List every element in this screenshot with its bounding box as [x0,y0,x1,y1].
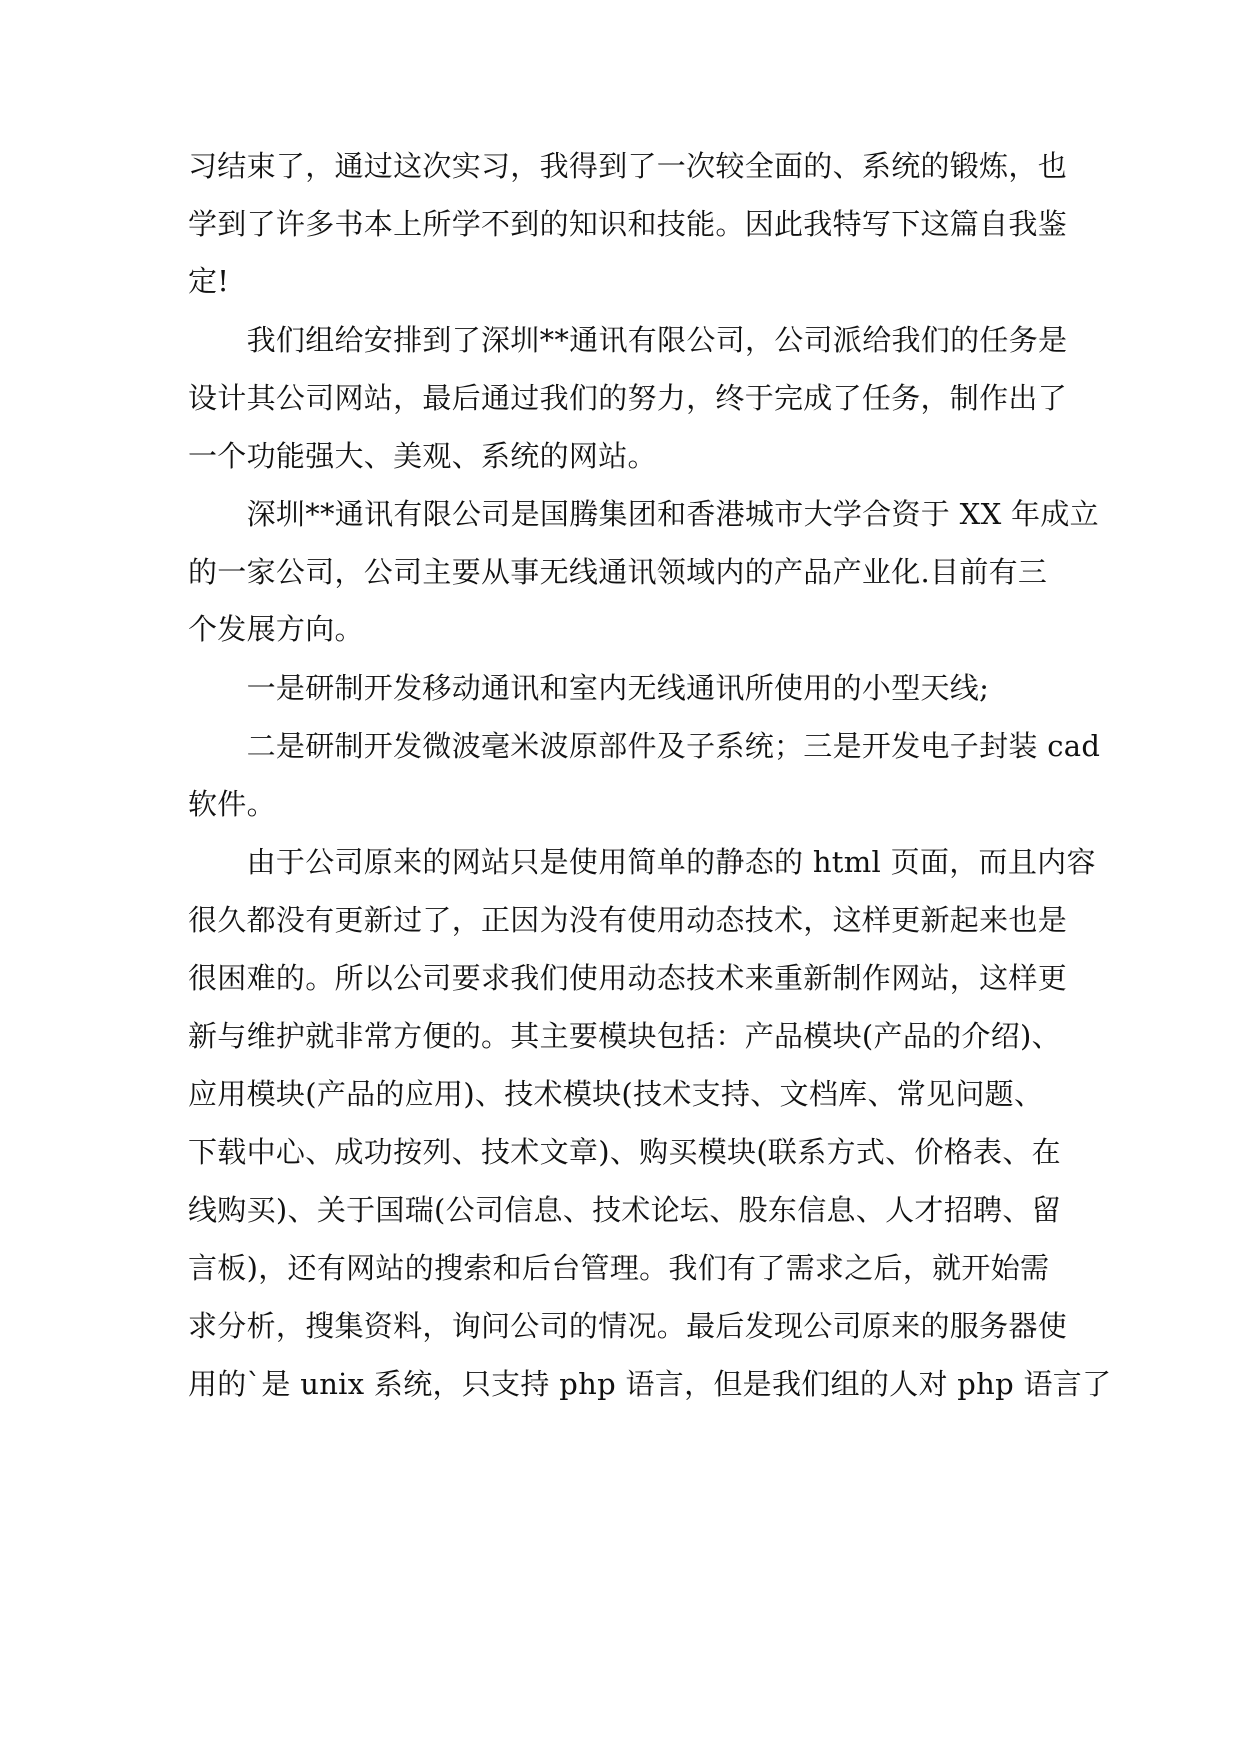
text-line: 用的`是 unix 系统，只支持 php 语言，但是我们组的人对 php 语言了 [188,1367,1112,1401]
text-line: 一是研制开发移动通讯和室内无线通讯所使用的小型天线; [188,671,990,705]
text-line: 很久都没有更新过了，正因为没有使用动态技术，这样更新起来也是 [188,903,1068,937]
text-line: 的一家公司，公司主要从事无线通讯领域内的产品产业化.目前有三 [188,555,1048,589]
text-line: 个发展方向。 [188,612,364,646]
text-line: 线购买)、关于国瑞(公司信息、技术论坛、股东信息、人才招聘、留 [188,1193,1061,1227]
text-line: 我们组给安排到了深圳**通讯有限公司，公司派给我们的任务是 [188,323,1068,357]
text-line: 下载中心、成功按列、技术文章)、购买模块(联系方式、价格表、在 [188,1135,1061,1169]
text-line: 学到了许多书本上所学不到的知识和技能。因此我特写下这篇自我鉴 [188,207,1068,241]
text-line: 新与维护就非常方便的。其主要模块包括：产品模块(产品的介绍)、 [188,1019,1061,1053]
text-line: 应用模块(产品的应用)、技术模块(技术支持、文档库、常见问题、 [188,1077,1044,1111]
text-line: 定! [188,264,230,298]
text-line: 软件。 [188,787,276,821]
text-line: 一个功能强大、美观、系统的网站。 [188,439,657,473]
text-line: 求分析，搜集资料，询问公司的情况。最后发现公司原来的服务器使 [188,1309,1068,1343]
text-line: 二是研制开发微波毫米波原部件及子系统；三是开发电子封装 cad [188,729,1101,763]
text-line: 很困难的。所以公司要求我们使用动态技术来重新制作网站，这样更 [188,961,1068,995]
text-line: 言板)，还有网站的搜索和后台管理。我们有了需求之后，就开始需 [188,1251,1050,1285]
text-line: 由于公司原来的网站只是使用简单的静态的 html 页面，而且内容 [188,845,1096,879]
text-line: 习结束了，通过这次实习，我得到了一次较全面的、系统的锻炼，也 [188,149,1068,183]
text-line: 深圳**通讯有限公司是国腾集团和香港城市大学合资于 XX 年成立 [188,497,1099,531]
text-line: 设计其公司网站，最后通过我们的努力，终于完成了任务，制作出了 [188,381,1068,415]
